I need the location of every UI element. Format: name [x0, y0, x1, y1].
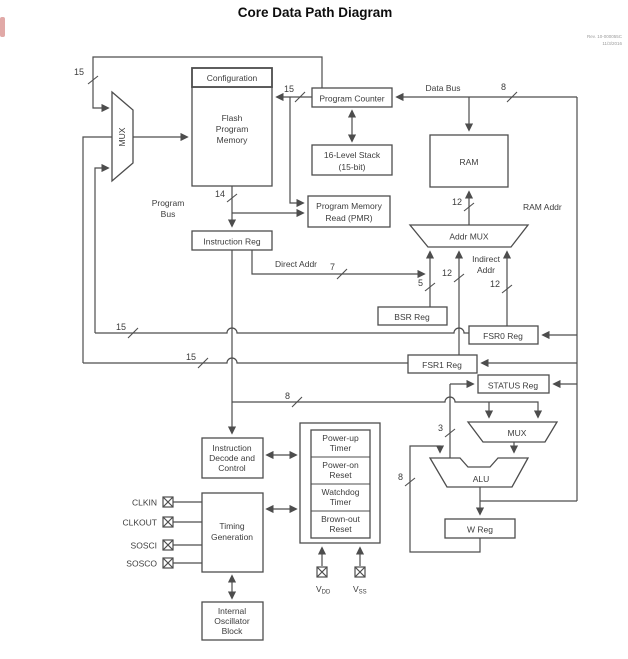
revision-line-1: Rev. 10-000055C [587, 34, 622, 39]
watchdog-timer-label-1: Watchdog [321, 487, 360, 497]
poweron-reset-label-2: Reset [329, 470, 352, 480]
clkin-label: CLKIN [131, 497, 157, 508]
revision-note [587, 34, 623, 46]
bus-width-pc-flash: 15 [283, 84, 294, 94]
bus-width-fsr1-mux: 15 [185, 352, 196, 362]
direct-addr-label: Direct Addr [274, 259, 318, 269]
wire-fsr0-to-pcmux [95, 328, 469, 333]
vss-label: VSS [353, 584, 367, 596]
indirect-addr-label-1: Indirect [472, 254, 500, 264]
clkin-pin-icon [163, 497, 173, 507]
bus-width-fsr0: 12 [489, 279, 500, 289]
watchdog-timer-label-2: Timer [329, 497, 352, 507]
status-reg-label: STATUS Reg [487, 380, 539, 391]
sosco-pin-icon [163, 558, 173, 568]
wire-fsr1-to-pcmux [83, 358, 408, 363]
bus-width-fsr0-mux: 15 [115, 322, 126, 332]
bus-width-data-bus: 8 [500, 82, 506, 92]
vss-pin-icon [355, 567, 365, 577]
idc-label-2: Decode and [209, 453, 255, 463]
bus-width-direct: 7 [329, 262, 335, 272]
pmr-label-2: Read (PMR) [325, 213, 373, 223]
stack-label-1: 16-Level Stack [323, 150, 381, 160]
iob-label-2: Oscillator [214, 616, 250, 626]
blocks [112, 68, 557, 640]
vdd-label: VDD [316, 584, 331, 596]
idc-label-3: Control [218, 463, 246, 473]
sosco-label: SOSCO [126, 558, 157, 569]
program-bus-label-1: Program [151, 198, 185, 208]
vdd-pin-icon [317, 567, 327, 577]
w-reg-label: W Reg [467, 524, 493, 535]
stack-label-2: (15-bit) [338, 162, 366, 172]
alu-mux-label: MUX [507, 428, 527, 438]
clkout-pin-icon [163, 517, 173, 527]
indirect-addr-label-2: Addr [477, 265, 495, 275]
fsr0-reg-label: FSR0 Reg [483, 331, 523, 341]
bus-width-pc-mux: 15 [73, 67, 84, 77]
powerup-timer-label-2: Timer [329, 443, 352, 453]
poweron-reset-label-1: Power-on [322, 460, 359, 470]
page-title: Core Data Path Diagram [237, 5, 393, 20]
data-bus-label: Data Bus [425, 83, 461, 93]
flash-label-1: Flash [221, 113, 243, 123]
wire-fsr0-to-pcmux-riser [95, 168, 108, 333]
ram-label: RAM [459, 157, 479, 167]
bus-width-bsr: 5 [417, 278, 423, 288]
brownout-reset-label-2: Reset [329, 524, 352, 534]
bus-width-ram-addr: 12 [451, 197, 462, 207]
iob-label-1: Internal [217, 606, 247, 616]
flash-label-2: Program [215, 124, 249, 134]
instruction-reg-label: Instruction Reg [203, 236, 261, 247]
program-address-mux-label: MUX [117, 127, 127, 147]
ram-addr-label: RAM Addr [523, 202, 562, 212]
program-counter-label: Program Counter [319, 93, 385, 104]
bus-width-status: 3 [437, 423, 443, 433]
fsr1-reg-label: FSR1 Reg [422, 360, 462, 370]
scan-artifact [0, 17, 5, 37]
iob-label-3: Block [221, 626, 243, 636]
addr-mux-label: Addr MUX [449, 231, 489, 242]
sosci-pin-icon [163, 540, 173, 550]
timing-label-2: Generation [210, 532, 254, 542]
pmr-label-1: Program Memory [316, 201, 382, 211]
bsr-reg-label: BSR Reg [394, 312, 430, 322]
wire-pc-to-pmr [290, 97, 303, 203]
configuration-label: Configuration [206, 73, 258, 83]
bus-width-fsr1: 12 [441, 268, 452, 278]
bus-width-flash-ir: 14 [214, 189, 225, 199]
wire-literal-to-alumux-right [232, 397, 538, 417]
powerup-timer-label-1: Power-up [322, 433, 359, 443]
bus-width-wreg: 8 [397, 472, 403, 482]
program-bus-label-2: Bus [160, 209, 176, 219]
wire-fsr1-to-pcmux-riser [83, 137, 112, 363]
brownout-reset-label-1: Brown-out [321, 514, 360, 524]
flash-label-3: Memory [216, 135, 248, 145]
revision-line-2: 11/3/2016 [602, 41, 622, 46]
timing-label-1: Timing [219, 521, 245, 531]
bus-width-literal: 8 [284, 391, 290, 401]
clkout-label: CLKOUT [122, 517, 157, 528]
sosci-label: SOSCI [130, 540, 157, 551]
idc-label-1: Instruction [212, 443, 252, 453]
alu-label: ALU [472, 474, 490, 484]
